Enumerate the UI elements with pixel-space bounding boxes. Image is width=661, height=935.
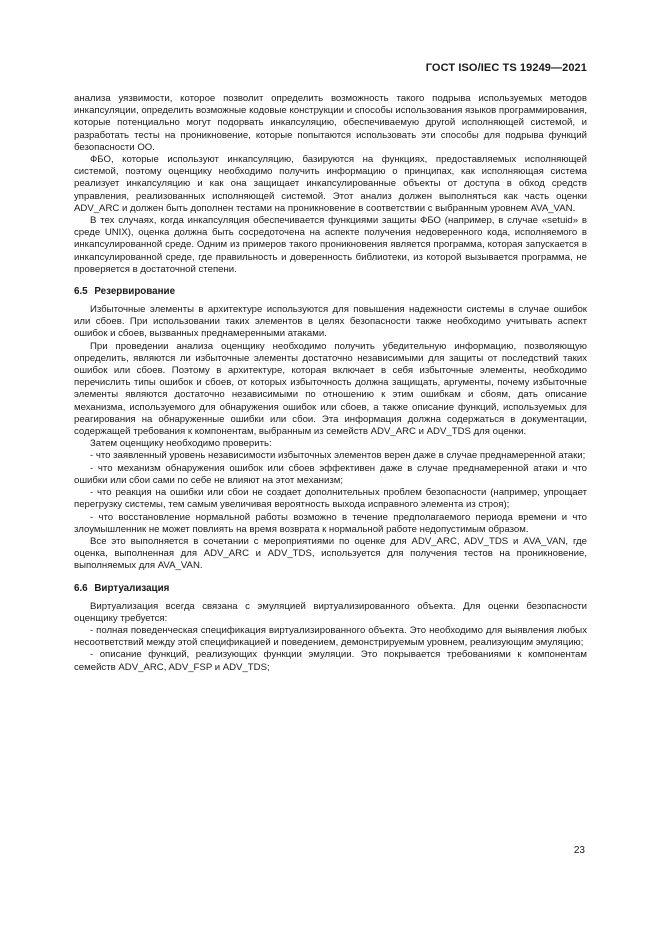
document-body xyxy=(74,93,587,674)
standard-header: ГОСТ ISO/IEC TS 19249—2021 xyxy=(425,62,587,74)
body-paragraph: Избыточные элементы в архитектуре используются для повышения надежности системы в случае ошибок или сбоев. При использовании таких элементов в целях безопасности также необходимо учитывать аспект ошибок и сбоев, вызванных преднамеренными атаками. xyxy=(74,304,587,340)
body-paragraph: Затем оценщику необходимо проверить: xyxy=(90,438,272,450)
body-paragraph: ФБО, которые используют инкапсуляцию, базируются на функциях, предоставляемых исполняющей системой, поэтому оценщику необходимо получить информацию о принципах, как исполняющая система реализует инкапсуляцию и как она защищает инкапсулированные объекты от доступа в обход средств управления, реализованных исполняющей системой. Этот анализ должен выполняться как часть оценки ADV_ARC и должен быть дополнен тестами на проникновение в соответствии с выбранным уровнем AVA_VAN. xyxy=(74,154,587,214)
list-item: - что восстановление нормальной работы возможно в течение предполагаемого периода времени и что злоумышленник не может повлиять на время возврата к нормальной работе недопустимым образом. xyxy=(74,511,587,535)
body-paragraph: В тех случаях, когда инкапсуляция обеспечивается функциями защиты ФБО (например, в случае «setuid» в среде UNIX), оценка должна быть сосредоточена на аспекте получения недоверенного кода, исполняемого в инкапсулированной среде. Одним из примеров такого проникновения является программа, которая запускается в инкапсулированной среде, где правильность и доверенность библиотеки, из которой вызывается программа, не проверяется в достаточной степени. xyxy=(74,215,587,275)
section-title: Резервирование xyxy=(94,286,176,298)
body-paragraph: анализа уязвимости, которое позволит определить возможность такого подрыва используемых методов инкапсуляции, определить возможные кодовые конструкции и способы использования языков программирования, которые потенциально могут подорвать инкапсуляцию, обеспечиваемую другой исполняющей системой, и разработать тесты на проникновение, которые попытаются использовать эти способы для подрыва функций безопасности ОО. xyxy=(74,93,587,153)
section-heading-6-5 xyxy=(74,286,587,298)
body-paragraph: Виртуализация всегда связана с эмуляцией виртуализированного объекта. Для оценки безопасности оценщику требуется: xyxy=(74,600,587,624)
list-item: - полная поведенческая спецификация виртуализированного объекта. Это необходимо для выявления любых несоответствий между этой спецификацией и поведением, демонстрируемым уровнем, реализующим эмуляцию; xyxy=(74,624,587,649)
section-number: 6.6 xyxy=(74,582,88,594)
list-item: - что реакция на ошибки или сбои не создает дополнительных проблем безопасности (например, упрощает перегрузку системы, тем самым увеличивая вероятность выхода исправного элемента из строя); xyxy=(74,487,587,511)
list-item: - описание функций, реализующих функции эмуляции. Это покрывается требованиями к компонентам семейств ADV_ARC, ADV_FSP и ADV_TDS; xyxy=(74,649,587,673)
section-heading-6-6 xyxy=(74,583,587,595)
section-number: 6.5 xyxy=(74,286,88,298)
body-paragraph: Все это выполняется в сочетании с мероприятиями по оценке для ADV_ARC, ADV_TDS и AVA_VAN, где оценка, выполненная для ADV_ARC и ADV_TDS, используется для получения тестов на проникновение, выполняемых для AVA_VAN. xyxy=(74,535,587,572)
list-item: - что механизм обнаружения ошибок или сбоев эффективен даже в случае преднамеренной атаки и что ошибки или сбои сами по себе не влияют на этот механизм; xyxy=(74,462,587,486)
section-title: Виртуализация xyxy=(94,582,170,594)
list-item: - что заявленный уровень независимости избыточных элементов верен даже в случае преднамеренной атаки; xyxy=(90,450,586,462)
page-number: 23 xyxy=(573,845,585,856)
body-paragraph: При проведении анализа оценщику необходимо получить убедительную информацию, позволяющую определить, являются ли избыточные элементы достаточно независимыми для защиты от последствий таких ошибок или сбоев. Поэтому в архитектуре, которая включает в себя избыточные элементы, необходимо перечислить типы ошибок и сбоев, от которых избыточность должна защищать, аргументы, почему избыточные элементы являются достаточно независимыми по отношению к этим ошибкам и сбоям, дать описание механизма, используемого для обнаружения ошибок или сбоев, а также описание функций, используемых для реагирования на обнаруженные ошибки или сбои. Эта информация должна содержаться в документации, содержащей требования к компонентам, выбранным из семейств ADV_ARC и ADV_TDS для оценки. xyxy=(74,340,587,438)
